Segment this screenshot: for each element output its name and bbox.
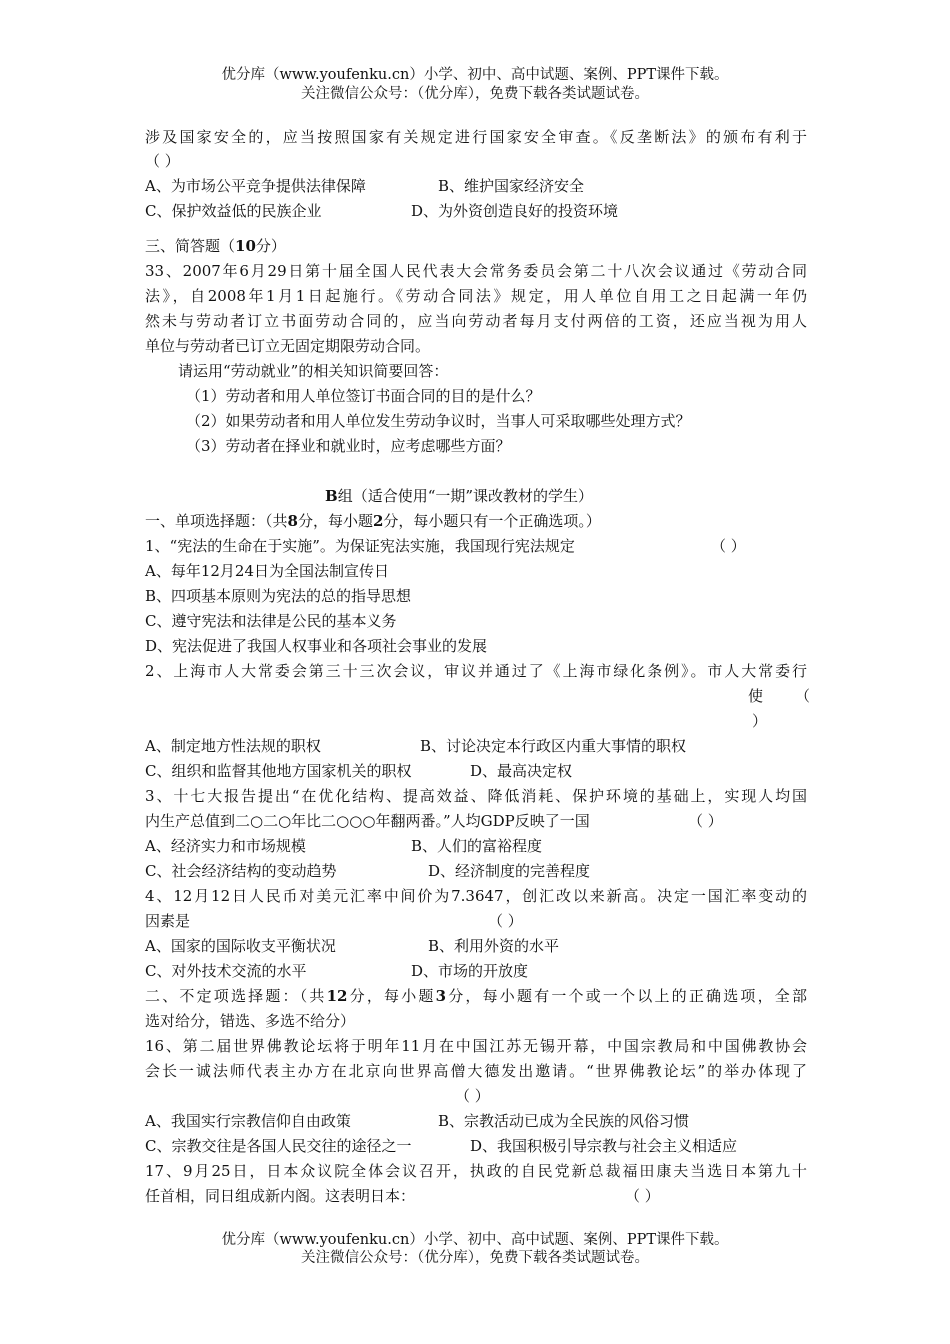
q3-option-c: C、社会经济结构的变动趋势 [145, 862, 337, 880]
q16-option-b: B、宗教活动已成为全民族的风俗习惯 [438, 1112, 690, 1130]
q3-paren: （ ） [688, 812, 723, 830]
q33-line2: 法》，自2008年1月1日起施行。《劳动合同法》规定，用人单位自用工之日起满一年仍 [145, 287, 807, 305]
q4-paren: （ ） [488, 912, 523, 930]
q16-option-d: D、我国积极引导宗教与社会主义相适应 [470, 1137, 738, 1155]
q16-option-c: C、宗教交往是各国人民交往的途径之一 [145, 1137, 412, 1155]
q17-line2: 任首相，同日组成新内阁。这表明日本： [145, 1187, 416, 1205]
page-header-line1: 优分库（www.youfenku.cn）小学、初中、高中试题、案例、PPT课件下载。 [221, 67, 729, 83]
page-footer-line2: 关注微信公众号：（优分库），免费下载各类试题试卷。 [301, 1250, 649, 1266]
q3-option-a: A、经济实力和市场规模 [145, 837, 306, 855]
q2-option-b: B、讨论决定本行政区内重大事情的职权 [420, 737, 687, 755]
section-title-short-answer: 三、简答题（10分） [145, 237, 286, 255]
q2-option-c: C、组织和监督其他地方国家机关的职权 [145, 762, 412, 780]
q33-line4: 单位与劳动者已订立无固定期限劳动合同。 [145, 337, 431, 355]
part1-title: 一、单项选择题：（共8分，每小题2分，每小题只有一个正确选项。） [145, 512, 601, 530]
q33-sub2: （2）如果劳动者和用人单位发生劳动争议时，当事人可采取哪些处理方式？ [186, 412, 691, 430]
q2-option-a: A、制定地方性法规的职权 [145, 737, 321, 755]
q2-line2a: 使 [748, 687, 764, 705]
q4-option-b: B、利用外资的水平 [428, 937, 560, 955]
q3-option-d: D、经济制度的完善程度 [428, 862, 591, 880]
q16-line1: 16、第二届世界佛教论坛将于明年11月在中国江苏无锡开幕，中国宗教局和中国佛教协会 [145, 1037, 807, 1055]
q4-option-d: D、市场的开放度 [411, 962, 529, 980]
q1-option-a: A、每年12月24日为全国法制宣传日 [145, 562, 390, 580]
q3-line1: 3、十七大报告提出“在优化结构、提高效益、降低消耗、保护环境的基础上，实现人均国 [145, 787, 807, 805]
option-a: A、为市场公平竞争提供法律保障 [145, 177, 366, 195]
answer-paren: （ ） [145, 152, 180, 170]
q1-paren: （ ） [711, 537, 746, 555]
q4-line2: 因素是 [145, 912, 191, 930]
group-b-title: B组（适合使用“一期”课改教材的学生） [325, 487, 594, 505]
q17-paren: （ ） [625, 1187, 660, 1205]
q3-option-b: B、人们的富裕程度 [411, 837, 543, 855]
q4-line1: 4、12月12日人民币对美元汇率中间价为7.3647，创汇改以来新高。决定一国汇率变动的 [145, 887, 807, 905]
q2-option-d: D、最高决定权 [470, 762, 573, 780]
q16-line2: 会长一诚法师代表主办方在北京向世界高僧大德发出邀请。“世界佛教论坛”的举办体现了 [145, 1062, 807, 1080]
part2-title: 二、不定项选择题：（共12分，每小题3分，每小题有一个或一个以上的正确选项，全部 [145, 987, 807, 1005]
q4-option-a: A、国家的国际收支平衡状况 [145, 937, 336, 955]
q16-option-a: A、我国实行宗教信仰自由政策 [145, 1112, 351, 1130]
option-c: C、保护效益低的民族企业 [145, 202, 322, 220]
q4-option-c: C、对外技术交流的水平 [145, 962, 307, 980]
q2-line3: ） [752, 712, 768, 730]
q1-option-d: D、宪法促进了我国人权事业和各项社会事业的发展 [145, 637, 488, 655]
q17-line1: 17、9月25日，日本众议院全体会议召开，执政的自民党新总裁福田康夫当选日本第九十 [145, 1162, 807, 1180]
page-footer-line1: 优分库（www.youfenku.cn）小学、初中、高中试题、案例、PPT课件下载。 [221, 1232, 729, 1248]
q1-option-c: C、遵守宪法和法律是公民的基本义务 [145, 612, 397, 630]
q16-paren: （ ） [455, 1087, 490, 1105]
q33-sub3: （3）劳动者在择业和就业时，应考虑哪些方面？ [186, 437, 511, 455]
q1-option-b: B、四项基本原则为宪法的总的指导思想 [145, 587, 412, 605]
part2-title-line2: 选对给分，错选、多选不给分） [145, 1012, 356, 1030]
q1-text: 1、“宪法的生命在于实施”。为保证宪法实施，我国现行宪法规定 [145, 537, 575, 555]
q2-line1: 2、上海市人大常委会第三十三次会议，审议并通过了《上海市绿化条例》。市人大常委行 [145, 662, 807, 680]
q2-line2b: （ [795, 687, 811, 705]
q33-prompt: 请运用“劳动就业”的相关知识简要回答： [178, 362, 449, 380]
q33-sub1: （1）劳动者和用人单位签订书面合同的目的是什么？ [186, 387, 541, 405]
option-b: B、维护国家经济安全 [438, 177, 585, 195]
q33-line1: 33、2007年6月29日第十届全国人民代表大会常务委员会第二十八次会议通过《劳动合同 [145, 262, 807, 280]
q3-line2: 内生产总值到二○二○年比二○○○年翻两番。”人均GDP反映了一国 [145, 812, 590, 830]
page-header-line2: 关注微信公众号：（优分库），免费下载各类试题试卷。 [301, 86, 649, 102]
option-d: D、为外资创造良好的投资环境 [411, 202, 619, 220]
question-continued-text: 涉及国家安全的，应当按照国家有关规定进行国家安全审查。《反垄断法》的颁布有利于 [145, 128, 807, 146]
q33-line3: 然未与劳动者订立书面劳动合同的，应当向劳动者每月支付两倍的工资，还应当视为用人 [145, 312, 807, 330]
